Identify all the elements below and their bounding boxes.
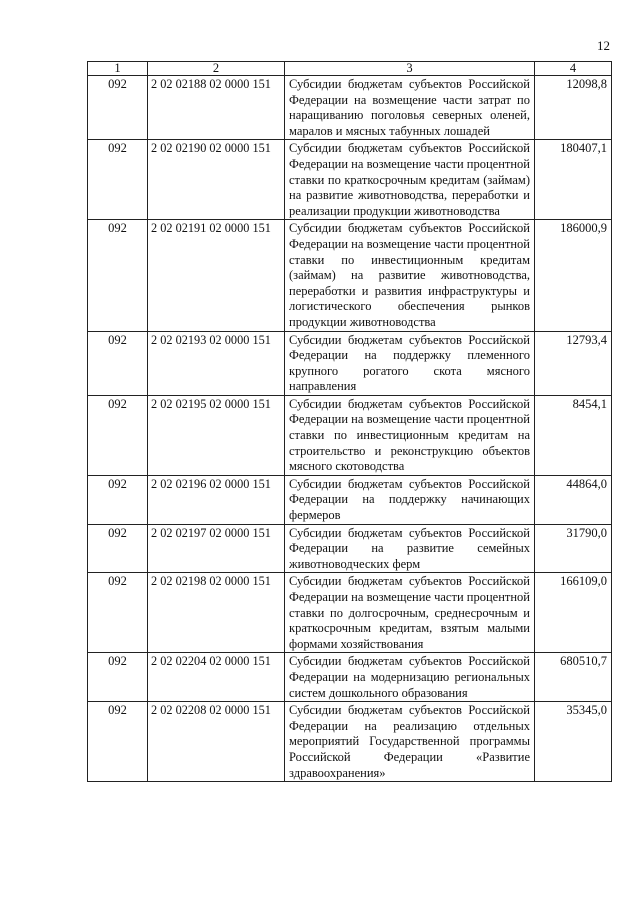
row-description: Субсидии бюджетам субъектов Российской Федерации на возмещение части процентной ставки по инвестиционным кредитам на строительство и реконструкцию объектов мясного скотоводства xyxy=(285,395,535,475)
budget-class-code: 2 02 02191 02 0000 151 xyxy=(148,220,285,331)
row-amount: 44864,0 xyxy=(535,475,612,524)
budget-class-code: 2 02 02195 02 0000 151 xyxy=(148,395,285,475)
admin-code: 092 xyxy=(88,395,148,475)
row-description: Субсидии бюджетам субъектов Российской Федерации на возмещение части процентной ставки по долгосрочным, среднесрочным и краткосрочным кредитам, взятым малыми формами хозяйствования xyxy=(285,573,535,653)
table-row xyxy=(88,331,612,395)
table-row xyxy=(88,702,612,782)
table-row xyxy=(88,220,612,331)
row-description: Субсидии бюджетам субъектов Российской Федерации на возмещение части процентной ставки по инвестиционным кредитам (займам) на развитие животноводства, переработки и развития инфраструктуры и логистического обеспечения рынков продукции животноводства xyxy=(285,220,535,331)
table-row xyxy=(88,475,612,524)
table-row xyxy=(88,653,612,702)
budget-class-code: 2 02 02198 02 0000 151 xyxy=(148,573,285,653)
column-header-4: 4 xyxy=(535,62,612,76)
admin-code: 092 xyxy=(88,76,148,140)
row-amount: 186000,9 xyxy=(535,220,612,331)
table-row xyxy=(88,573,612,653)
row-description: Субсидии бюджетам субъектов Российской Федерации на модернизацию региональных систем дошкольного образования xyxy=(285,653,535,702)
table-row xyxy=(88,524,612,573)
admin-code: 092 xyxy=(88,220,148,331)
table-row xyxy=(88,76,612,140)
row-amount: 8454,1 xyxy=(535,395,612,475)
row-amount: 35345,0 xyxy=(535,702,612,782)
budget-class-code: 2 02 02208 02 0000 151 xyxy=(148,702,285,782)
admin-code: 092 xyxy=(88,475,148,524)
budget-class-code: 2 02 02197 02 0000 151 xyxy=(148,524,285,573)
column-header-2: 2 xyxy=(148,62,285,76)
admin-code: 092 xyxy=(88,653,148,702)
row-description: Субсидии бюджетам субъектов Российской Федерации на возмещение части процентной ставки по краткосрочным кредитам (займам) на развитие животноводства, переработки и реализации продукции животноводства xyxy=(285,140,535,220)
row-amount: 12098,8 xyxy=(535,76,612,140)
column-header-3: 3 xyxy=(285,62,535,76)
row-amount: 12793,4 xyxy=(535,331,612,395)
budget-class-code: 2 02 02204 02 0000 151 xyxy=(148,653,285,702)
row-description: Субсидии бюджетам субъектов Российской Федерации на поддержку племенного крупного рогатого скота мясного направления xyxy=(285,331,535,395)
budget-table xyxy=(87,61,612,782)
admin-code: 092 xyxy=(88,140,148,220)
admin-code: 092 xyxy=(88,331,148,395)
row-description: Субсидии бюджетам субъектов Российской Федерации на развитие семейных животноводческих ферм xyxy=(285,524,535,573)
budget-class-code: 2 02 02193 02 0000 151 xyxy=(148,331,285,395)
column-header-1: 1 xyxy=(88,62,148,76)
row-amount: 166109,0 xyxy=(535,573,612,653)
row-description: Субсидии бюджетам субъектов Российской Федерации на возмещение части затрат по наращиванию поголовья северных оленей, маралов и мясных табунных лошадей xyxy=(285,76,535,140)
admin-code: 092 xyxy=(88,702,148,782)
table-row xyxy=(88,140,612,220)
page-number: 12 xyxy=(597,38,610,53)
budget-class-code: 2 02 02188 02 0000 151 xyxy=(148,76,285,140)
admin-code: 092 xyxy=(88,524,148,573)
row-amount: 180407,1 xyxy=(535,140,612,220)
budget-class-code: 2 02 02196 02 0000 151 xyxy=(148,475,285,524)
row-amount: 680510,7 xyxy=(535,653,612,702)
row-amount: 31790,0 xyxy=(535,524,612,573)
row-description: Субсидии бюджетам субъектов Российской Федерации на реализацию отдельных мероприятий Государственной программы Российской Федерации «Развитие здравоохранения» xyxy=(285,702,535,782)
admin-code: 092 xyxy=(88,573,148,653)
row-description: Субсидии бюджетам субъектов Российской Федерации на поддержку начинающих фермеров xyxy=(285,475,535,524)
table-header-row xyxy=(88,62,612,76)
table-row xyxy=(88,395,612,475)
budget-class-code: 2 02 02190 02 0000 151 xyxy=(148,140,285,220)
